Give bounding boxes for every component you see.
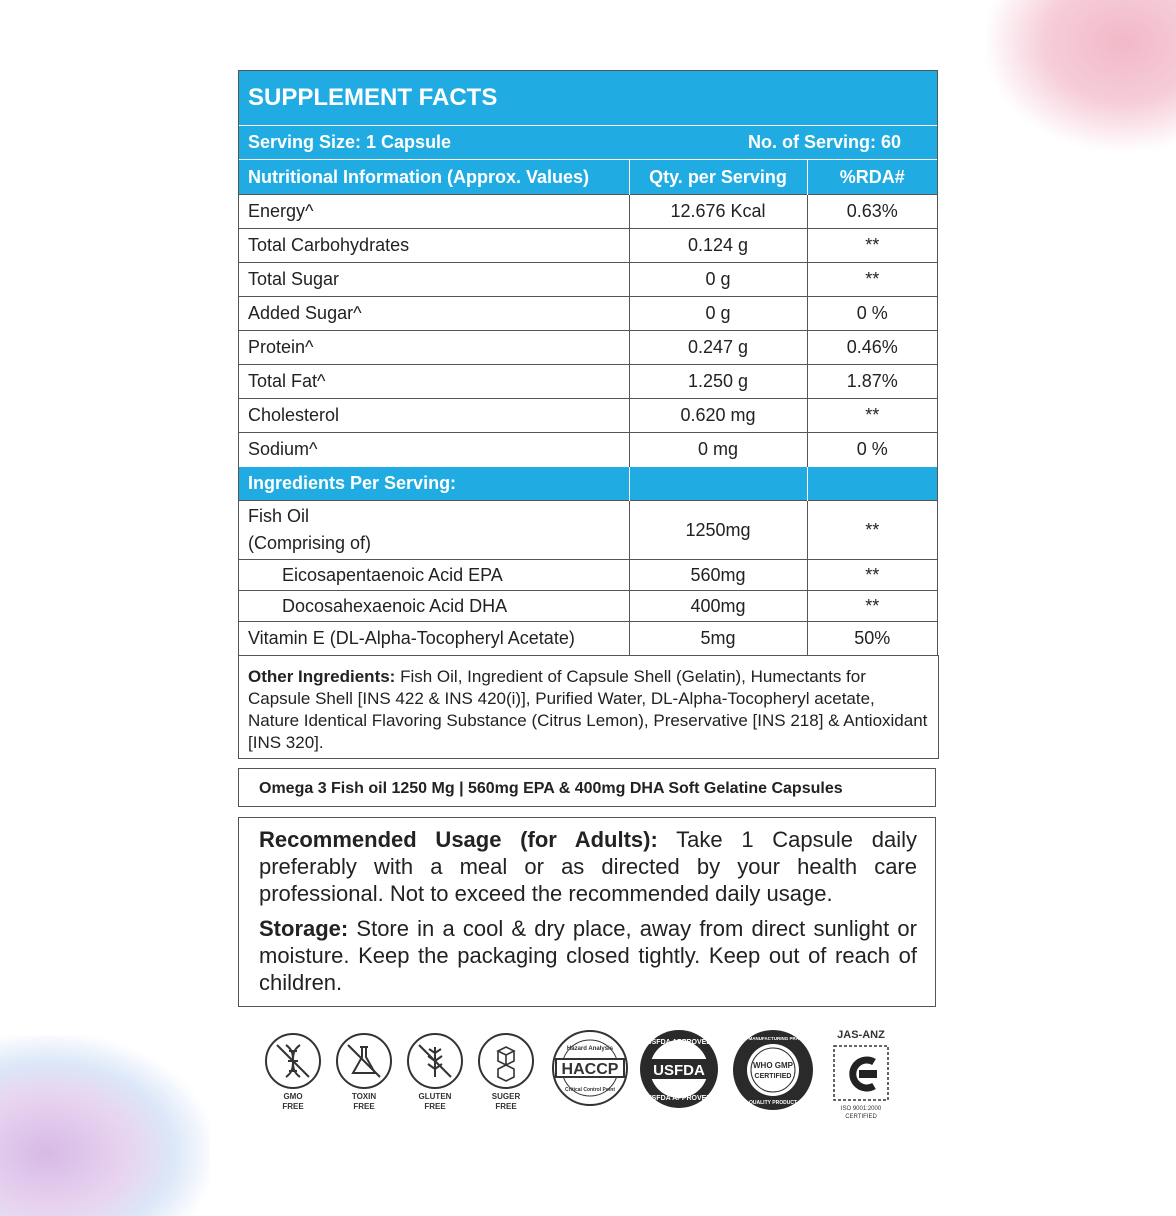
- svg-text:USFDA APPROVED: USFDA APPROVED: [646, 1039, 712, 1046]
- storage-label: Storage:: [259, 916, 349, 941]
- jas-anz-iso-mark-icon: [826, 1028, 896, 1138]
- who-gmp-seal-icon: [728, 1028, 818, 1114]
- table-row: [239, 399, 937, 433]
- flask-icon: [336, 1033, 392, 1089]
- nutrient-name: Added Sugar^: [239, 297, 629, 331]
- decorative-purple-splash: [0, 1036, 210, 1216]
- panel-title: SUPPLEMENT FACTS: [239, 71, 937, 125]
- gmo-free-badge: GMO FREE: [258, 1028, 328, 1112]
- certification-badges: [258, 1028, 938, 1138]
- storage-instructions: [259, 915, 917, 996]
- ingredient-qty: 1250mg: [629, 501, 807, 560]
- number-of-servings: No. of Serving: 60: [747, 132, 901, 152]
- ingredients-header-label: Ingredients Per Serving:: [239, 467, 629, 501]
- usfda-seal-icon: [638, 1028, 720, 1110]
- nutrient-qty: 0 g: [629, 297, 807, 331]
- supplement-facts-panel: [238, 70, 938, 656]
- usage-label: Recommended Usage (for Adults):: [259, 827, 658, 852]
- ingredient-name: Vitamin E (DL-Alpha-Tocopheryl Acetate): [239, 622, 629, 656]
- ingredient-qty: 400mg: [629, 591, 807, 622]
- ingredient-name: Docosahexaenoic Acid DHA: [239, 591, 629, 622]
- other-ingredients-label: Other Ingredients:: [248, 667, 396, 686]
- table-row: [239, 433, 937, 467]
- svg-text:USFDA: USFDA: [653, 1062, 705, 1079]
- table-row: [239, 195, 937, 229]
- ingredient-qty: 5mg: [629, 622, 807, 656]
- svg-text:Critical Control Point: Critical Control Point: [565, 1087, 615, 1093]
- table-row: [239, 622, 937, 656]
- nutrient-name: Protein^: [239, 331, 629, 365]
- dna-icon: [265, 1033, 321, 1089]
- ingredients-section-header: [239, 467, 937, 501]
- nutrient-rda: 1.87%: [807, 365, 937, 399]
- svg-text:CERTIFIED: CERTIFIED: [845, 1114, 877, 1120]
- nutrient-rda: 0 %: [807, 433, 937, 467]
- svg-text:USFDA APPROVED: USFDA APPROVED: [646, 1095, 712, 1102]
- storage-text: Store in a cool & dry place, away from direct sunlight or moisture. Keep the packaging closed tightly. Keep out of reach of children.: [259, 916, 917, 995]
- nutrient-qty: 12.676 Kcal: [629, 195, 807, 229]
- nutrient-name: Total Carbohydrates: [239, 229, 629, 263]
- svg-text:Hazard Analysis: Hazard Analysis: [566, 1046, 614, 1052]
- ingredient-qty: 560mg: [629, 560, 807, 591]
- svg-text:HACCP: HACCP: [561, 1061, 619, 1078]
- svg-text:WHO GMP: WHO GMP: [753, 1061, 793, 1070]
- table-row: [239, 263, 937, 297]
- toxin-free-badge: TOXIN FREE: [329, 1028, 399, 1112]
- header-nutritional-info: Nutritional Information (Approx. Values): [239, 160, 629, 195]
- sugar-free-badge: SUGER FREE: [471, 1028, 541, 1112]
- serving-info-row: [239, 125, 937, 159]
- svg-text:QUALITY PRODUCT: QUALITY PRODUCT: [749, 1100, 797, 1106]
- product-line: Omega 3 Fish oil 1250 Mg | 560mg EPA & 400mg DHA Soft Gelatine Capsules: [259, 780, 843, 797]
- other-ingredients-text: Fish Oil, Ingredient of Capsule Shell (Gelatin), Humectants for Capsule Shell [INS 422 & INS 420(i)], Purified Water, DL-Alpha-Tocopheryl acetate, Nature Identical Flavoring Substance (Citrus Lemon), Preservative [INS 218] & Antioxidant [INS 320].: [248, 667, 928, 752]
- nutrient-rda: 0.63%: [807, 195, 937, 229]
- ingredient-name: Fish Oil (Comprising of): [239, 501, 629, 560]
- svg-text:JAS-ANZ: JAS-ANZ: [837, 1029, 885, 1041]
- table-row: [239, 229, 937, 263]
- gluten-free-badge: GLUTEN FREE: [400, 1028, 470, 1112]
- table-row: [239, 297, 937, 331]
- nutrient-qty: 0 g: [629, 263, 807, 297]
- wheat-icon: [407, 1033, 463, 1089]
- nutrient-qty: 0 mg: [629, 433, 807, 467]
- table-row: [239, 331, 937, 365]
- svg-text:GOOD MANUFACTURING PRACTICE: GOOD MANUFACTURING PRACTICE: [733, 1036, 813, 1041]
- product-description: [238, 768, 936, 807]
- ingredient-rda: 50%: [807, 622, 937, 656]
- nutrient-qty: 0.124 g: [629, 229, 807, 263]
- nutrient-qty: 1.250 g: [629, 365, 807, 399]
- nutrient-name: Sodium^: [239, 433, 629, 467]
- table-row: [239, 560, 937, 591]
- ingredient-name: Eicosapentaenoic Acid EPA: [239, 560, 629, 591]
- nutrient-rda: **: [807, 263, 937, 297]
- table-header-row: [239, 160, 937, 195]
- table-row: [239, 365, 937, 399]
- sugar-cube-icon: [478, 1033, 534, 1089]
- nutrient-rda: 0.46%: [807, 331, 937, 365]
- nutrition-table: [239, 159, 937, 655]
- table-row: [239, 501, 937, 560]
- nutrient-qty: 0.247 g: [629, 331, 807, 365]
- haccp-seal-icon: [550, 1028, 630, 1108]
- ingredient-rda: **: [807, 560, 937, 591]
- nutrient-rda: 0 %: [807, 297, 937, 331]
- header-rda: %RDA#: [807, 160, 937, 195]
- nutrient-qty: 0.620 mg: [629, 399, 807, 433]
- decorative-pink-splash: [986, 0, 1176, 150]
- serving-size: Serving Size: 1 Capsule: [248, 132, 452, 152]
- nutrient-name: Total Sugar: [239, 263, 629, 297]
- usage-storage-box: [238, 817, 936, 1007]
- svg-text:CERTIFIED: CERTIFIED: [754, 1073, 792, 1080]
- table-row: [239, 591, 937, 622]
- svg-text:ISO 9001:2000: ISO 9001:2000: [840, 1106, 882, 1112]
- usage-text: Take 1 Capsule daily preferably with a meal or as directed by your health care professional. Not to exceed the recommended daily usage.: [259, 827, 917, 906]
- recommended-usage: [259, 826, 917, 907]
- other-ingredients: [238, 655, 939, 759]
- header-qty-per-serving: Qty. per Serving: [629, 160, 807, 195]
- nutrient-name: Energy^: [239, 195, 629, 229]
- nutrient-name: Cholesterol: [239, 399, 629, 433]
- ingredient-rda: **: [807, 591, 937, 622]
- nutrient-rda: **: [807, 399, 937, 433]
- nutrient-name: Total Fat^: [239, 365, 629, 399]
- ingredient-rda: **: [807, 501, 937, 560]
- nutrient-rda: **: [807, 229, 937, 263]
